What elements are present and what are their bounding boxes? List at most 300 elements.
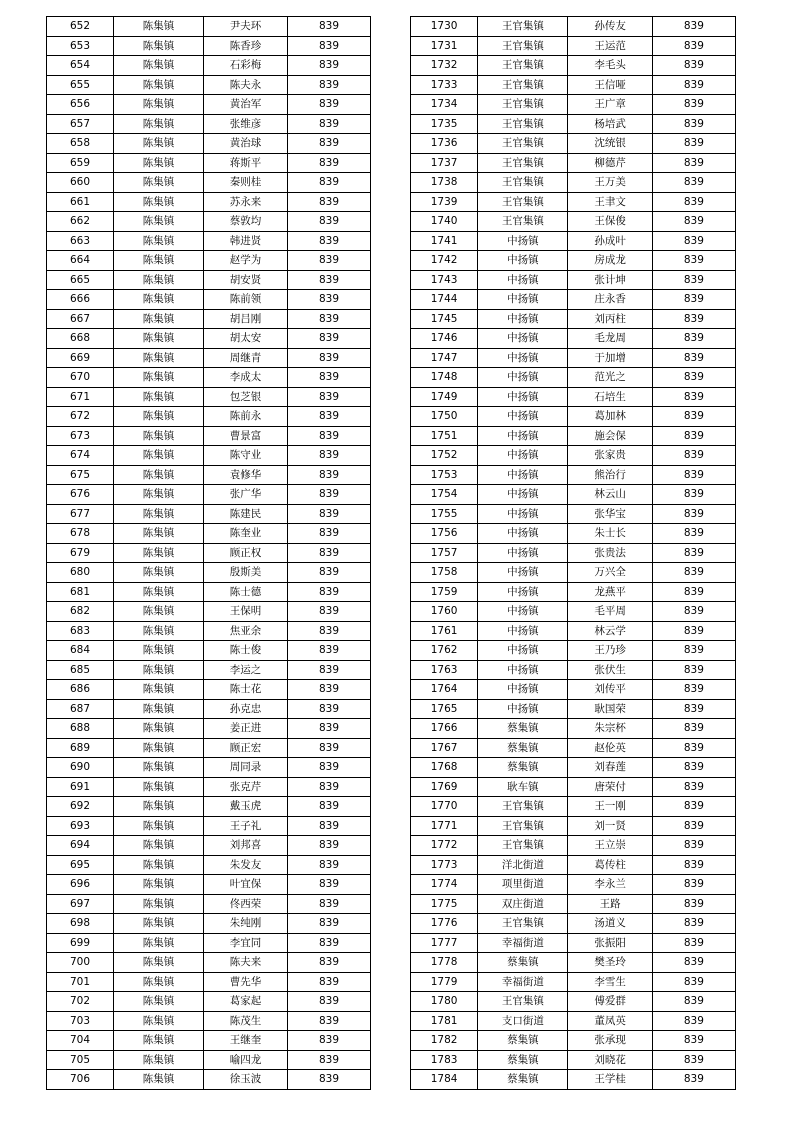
amount-cell: 839: [288, 621, 371, 641]
name-cell: 佟西荣: [204, 894, 288, 914]
amount-cell: 839: [288, 680, 371, 700]
amount-cell: 839: [652, 621, 735, 641]
amount-cell: 839: [288, 446, 371, 466]
row-number-cell: 1781: [411, 1011, 478, 1031]
row-number-cell: 1777: [411, 933, 478, 953]
name-cell: 蒋斯平: [204, 153, 288, 173]
town-cell: 王官集镇: [478, 914, 568, 934]
name-cell: 胡太安: [204, 329, 288, 349]
town-cell: 陈集镇: [114, 270, 204, 290]
amount-cell: 839: [652, 797, 735, 817]
amount-cell: 839: [288, 563, 371, 583]
row-number-cell: 1782: [411, 1031, 478, 1051]
name-cell: 朱宗杯: [568, 719, 652, 739]
name-cell: 孙成叶: [568, 231, 652, 251]
row-number-cell: 702: [47, 992, 114, 1012]
name-cell: 黄治球: [204, 134, 288, 154]
amount-cell: 839: [652, 348, 735, 368]
name-cell: 王一刚: [568, 797, 652, 817]
name-cell: 陈守业: [204, 446, 288, 466]
name-cell: 唐荣付: [568, 777, 652, 797]
amount-cell: 839: [652, 1050, 735, 1070]
table-row: [47, 134, 371, 154]
town-cell: 陈集镇: [114, 660, 204, 680]
town-cell: 中扬镇: [478, 290, 568, 310]
table-row: [411, 75, 736, 95]
row-number-cell: 704: [47, 1031, 114, 1051]
name-cell: 陈前永: [204, 407, 288, 427]
town-cell: 中扬镇: [478, 621, 568, 641]
row-number-cell: 667: [47, 309, 114, 329]
row-number-cell: 1745: [411, 309, 478, 329]
name-cell: 叶宜保: [204, 875, 288, 895]
town-cell: 蔡集镇: [478, 1070, 568, 1090]
row-number-cell: 1784: [411, 1070, 478, 1090]
amount-cell: 839: [652, 875, 735, 895]
town-cell: 陈集镇: [114, 836, 204, 856]
amount-cell: 839: [288, 777, 371, 797]
table-row: [411, 660, 736, 680]
name-cell: 柳德芹: [568, 153, 652, 173]
name-cell: 张振阳: [568, 933, 652, 953]
table-row: [411, 134, 736, 154]
town-cell: 陈集镇: [114, 914, 204, 934]
town-cell: 陈集镇: [114, 641, 204, 661]
row-number-cell: 705: [47, 1050, 114, 1070]
town-cell: 王官集镇: [478, 212, 568, 232]
table-row: [47, 348, 371, 368]
row-number-cell: 686: [47, 680, 114, 700]
row-number-cell: 688: [47, 719, 114, 739]
table-row: [411, 933, 736, 953]
name-cell: 杨培武: [568, 114, 652, 134]
amount-cell: 839: [288, 212, 371, 232]
table-row: [411, 719, 736, 739]
amount-cell: 839: [652, 192, 735, 212]
row-number-cell: 1776: [411, 914, 478, 934]
row-number-cell: 1780: [411, 992, 478, 1012]
amount-cell: 839: [288, 719, 371, 739]
town-cell: 陈集镇: [114, 134, 204, 154]
amount-cell: 839: [652, 1070, 735, 1090]
amount-cell: 839: [288, 75, 371, 95]
amount-cell: 839: [652, 309, 735, 329]
amount-cell: 839: [652, 446, 735, 466]
town-cell: 陈集镇: [114, 621, 204, 641]
name-cell: 陈奎业: [204, 524, 288, 544]
row-number-cell: 1771: [411, 816, 478, 836]
table-row: [411, 231, 736, 251]
table-row: [411, 680, 736, 700]
table-row: [411, 738, 736, 758]
town-cell: 蔡集镇: [478, 1050, 568, 1070]
row-number-cell: 653: [47, 36, 114, 56]
row-number-cell: 1741: [411, 231, 478, 251]
name-cell: 张家贵: [568, 446, 652, 466]
table-row: [411, 173, 736, 193]
table-row: [47, 738, 371, 758]
name-cell: 张计坤: [568, 270, 652, 290]
row-number-cell: 1762: [411, 641, 478, 661]
amount-cell: 839: [288, 543, 371, 563]
row-number-cell: 652: [47, 17, 114, 37]
town-cell: 中扬镇: [478, 407, 568, 427]
amount-cell: 839: [652, 56, 735, 76]
row-number-cell: 689: [47, 738, 114, 758]
name-cell: 王聿文: [568, 192, 652, 212]
row-number-cell: 1740: [411, 212, 478, 232]
table-row: [47, 309, 371, 329]
amount-cell: 839: [288, 1070, 371, 1090]
name-cell: 黄治军: [204, 95, 288, 115]
row-number-cell: 1773: [411, 855, 478, 875]
name-cell: 毛平周: [568, 602, 652, 622]
table-row: [47, 212, 371, 232]
amount-cell: 839: [288, 914, 371, 934]
town-cell: 陈集镇: [114, 855, 204, 875]
amount-cell: 839: [652, 504, 735, 524]
row-number-cell: 662: [47, 212, 114, 232]
town-cell: 王官集镇: [478, 17, 568, 37]
name-cell: 陈夫来: [204, 953, 288, 973]
table-row: [411, 36, 736, 56]
table-row: [411, 563, 736, 583]
amount-cell: 839: [652, 1011, 735, 1031]
amount-cell: 839: [288, 602, 371, 622]
town-cell: 中扬镇: [478, 309, 568, 329]
amount-cell: 839: [652, 368, 735, 388]
name-cell: 喻四龙: [204, 1050, 288, 1070]
town-cell: 陈集镇: [114, 524, 204, 544]
amount-cell: 839: [652, 953, 735, 973]
table-row: [47, 719, 371, 739]
row-number-cell: 1735: [411, 114, 478, 134]
row-number-cell: 676: [47, 485, 114, 505]
town-cell: 蔡集镇: [478, 758, 568, 778]
amount-cell: 839: [652, 894, 735, 914]
town-cell: 中扬镇: [478, 426, 568, 446]
row-number-cell: 677: [47, 504, 114, 524]
table-row: [47, 699, 371, 719]
row-number-cell: 675: [47, 465, 114, 485]
amount-cell: 839: [288, 426, 371, 446]
row-number-cell: 1766: [411, 719, 478, 739]
table-row: [411, 426, 736, 446]
table-row: [411, 212, 736, 232]
table-row: [47, 758, 371, 778]
name-cell: 林云学: [568, 621, 652, 641]
row-number-cell: 1737: [411, 153, 478, 173]
name-cell: 张广华: [204, 485, 288, 505]
table-row: [47, 114, 371, 134]
town-cell: 王官集镇: [478, 153, 568, 173]
row-number-cell: 1750: [411, 407, 478, 427]
table-row: [411, 953, 736, 973]
table-row: [411, 95, 736, 115]
town-cell: 陈集镇: [114, 173, 204, 193]
row-number-cell: 661: [47, 192, 114, 212]
table-row: [411, 582, 736, 602]
amount-cell: 839: [288, 855, 371, 875]
table-row: [411, 836, 736, 856]
amount-cell: 839: [652, 134, 735, 154]
table-row: [411, 153, 736, 173]
name-cell: 刘丙柱: [568, 309, 652, 329]
amount-cell: 839: [288, 270, 371, 290]
table-row: [411, 192, 736, 212]
amount-cell: 839: [652, 231, 735, 251]
row-number-cell: 690: [47, 758, 114, 778]
name-cell: 李永兰: [568, 875, 652, 895]
table-row: [47, 329, 371, 349]
row-number-cell: 694: [47, 836, 114, 856]
amount-cell: 839: [288, 699, 371, 719]
row-number-cell: 674: [47, 446, 114, 466]
name-cell: 尹夫环: [204, 17, 288, 37]
amount-cell: 839: [288, 894, 371, 914]
amount-cell: 839: [652, 465, 735, 485]
table-row: [411, 387, 736, 407]
name-cell: 陈香珍: [204, 36, 288, 56]
amount-cell: 839: [652, 36, 735, 56]
town-cell: 陈集镇: [114, 114, 204, 134]
table-row: [47, 972, 371, 992]
table-row: [47, 836, 371, 856]
row-number-cell: 1736: [411, 134, 478, 154]
row-number-cell: 680: [47, 563, 114, 583]
town-cell: 王官集镇: [478, 75, 568, 95]
table-row: [47, 543, 371, 563]
amount-cell: 839: [652, 485, 735, 505]
town-cell: 陈集镇: [114, 797, 204, 817]
name-cell: 刘晓花: [568, 1050, 652, 1070]
table-row: [411, 875, 736, 895]
row-number-cell: 1779: [411, 972, 478, 992]
name-cell: 张承现: [568, 1031, 652, 1051]
town-cell: 陈集镇: [114, 290, 204, 310]
amount-cell: 839: [288, 465, 371, 485]
row-number-cell: 658: [47, 134, 114, 154]
name-cell: 施会保: [568, 426, 652, 446]
town-cell: 王官集镇: [478, 134, 568, 154]
row-number-cell: 1769: [411, 777, 478, 797]
name-cell: 刘一贤: [568, 816, 652, 836]
name-cell: 李宜同: [204, 933, 288, 953]
town-cell: 中扬镇: [478, 563, 568, 583]
amount-cell: 839: [652, 641, 735, 661]
town-cell: 陈集镇: [114, 953, 204, 973]
table-row: [411, 290, 736, 310]
amount-cell: 839: [652, 407, 735, 427]
name-cell: 戴玉虎: [204, 797, 288, 817]
name-cell: 万兴全: [568, 563, 652, 583]
table-row: [411, 972, 736, 992]
name-cell: 王万美: [568, 173, 652, 193]
table-row: [47, 75, 371, 95]
town-cell: 王官集镇: [478, 836, 568, 856]
town-cell: 陈集镇: [114, 758, 204, 778]
name-cell: 葛家起: [204, 992, 288, 1012]
table-row: [411, 855, 736, 875]
row-number-cell: 1731: [411, 36, 478, 56]
row-number-cell: 1749: [411, 387, 478, 407]
town-cell: 王官集镇: [478, 36, 568, 56]
amount-cell: 839: [652, 563, 735, 583]
right-roster-body: [411, 17, 736, 1090]
amount-cell: 839: [652, 738, 735, 758]
row-number-cell: 670: [47, 368, 114, 388]
amount-cell: 839: [288, 114, 371, 134]
row-number-cell: 1738: [411, 173, 478, 193]
name-cell: 张华宝: [568, 504, 652, 524]
name-cell: 陈前领: [204, 290, 288, 310]
amount-cell: 839: [288, 485, 371, 505]
table-row: [47, 524, 371, 544]
name-cell: 曹先华: [204, 972, 288, 992]
amount-cell: 839: [288, 1011, 371, 1031]
name-cell: 张伏生: [568, 660, 652, 680]
town-cell: 陈集镇: [114, 738, 204, 758]
table-row: [47, 153, 371, 173]
name-cell: 王继奎: [204, 1031, 288, 1051]
row-number-cell: 1765: [411, 699, 478, 719]
table-row: [411, 894, 736, 914]
amount-cell: 839: [288, 992, 371, 1012]
amount-cell: 839: [288, 953, 371, 973]
table-row: [411, 368, 736, 388]
table-row: [47, 933, 371, 953]
table-row: [411, 309, 736, 329]
row-number-cell: 671: [47, 387, 114, 407]
row-number-cell: 687: [47, 699, 114, 719]
name-cell: 于加增: [568, 348, 652, 368]
row-number-cell: 1748: [411, 368, 478, 388]
amount-cell: 839: [288, 36, 371, 56]
row-number-cell: 1746: [411, 329, 478, 349]
table-row: [47, 290, 371, 310]
town-cell: 中扬镇: [478, 543, 568, 563]
table-row: [47, 504, 371, 524]
town-cell: 陈集镇: [114, 95, 204, 115]
row-number-cell: 679: [47, 543, 114, 563]
amount-cell: 839: [288, 407, 371, 427]
amount-cell: 839: [652, 719, 735, 739]
town-cell: 陈集镇: [114, 1050, 204, 1070]
name-cell: 朱发友: [204, 855, 288, 875]
amount-cell: 839: [288, 758, 371, 778]
name-cell: 韩进贤: [204, 231, 288, 251]
table-row: [47, 270, 371, 290]
row-number-cell: 655: [47, 75, 114, 95]
town-cell: 中扬镇: [478, 641, 568, 661]
name-cell: 耿国荣: [568, 699, 652, 719]
table-row: [47, 660, 371, 680]
table-row: [47, 173, 371, 193]
table-row: [47, 446, 371, 466]
town-cell: 王官集镇: [478, 56, 568, 76]
town-cell: 陈集镇: [114, 875, 204, 895]
table-row: [47, 251, 371, 271]
amount-cell: 839: [652, 1031, 735, 1051]
name-cell: 李毛头: [568, 56, 652, 76]
table-row: [47, 1070, 371, 1090]
row-number-cell: 1742: [411, 251, 478, 271]
town-cell: 蔡集镇: [478, 1031, 568, 1051]
table-row: [47, 192, 371, 212]
amount-cell: 839: [652, 699, 735, 719]
row-number-cell: 697: [47, 894, 114, 914]
town-cell: 中扬镇: [478, 504, 568, 524]
table-row: [47, 992, 371, 1012]
row-number-cell: 657: [47, 114, 114, 134]
name-cell: 龙燕平: [568, 582, 652, 602]
row-number-cell: 1775: [411, 894, 478, 914]
name-cell: 王子礼: [204, 816, 288, 836]
table-row: [411, 641, 736, 661]
amount-cell: 839: [652, 933, 735, 953]
name-cell: 李运之: [204, 660, 288, 680]
row-number-cell: 1772: [411, 836, 478, 856]
row-number-cell: 678: [47, 524, 114, 544]
right-roster-table: [410, 16, 736, 1090]
amount-cell: 839: [288, 524, 371, 544]
name-cell: 苏永来: [204, 192, 288, 212]
town-cell: 陈集镇: [114, 36, 204, 56]
town-cell: 幸福街道: [478, 933, 568, 953]
town-cell: 王官集镇: [478, 95, 568, 115]
amount-cell: 839: [288, 153, 371, 173]
town-cell: 陈集镇: [114, 153, 204, 173]
table-row: [47, 797, 371, 817]
table-row: [47, 56, 371, 76]
row-number-cell: 1747: [411, 348, 478, 368]
name-cell: 李成太: [204, 368, 288, 388]
row-number-cell: 659: [47, 153, 114, 173]
town-cell: 王官集镇: [478, 816, 568, 836]
town-cell: 支口街道: [478, 1011, 568, 1031]
name-cell: 袁修华: [204, 465, 288, 485]
name-cell: 张贵法: [568, 543, 652, 563]
table-row: [47, 426, 371, 446]
town-cell: 陈集镇: [114, 1031, 204, 1051]
row-number-cell: 700: [47, 953, 114, 973]
amount-cell: 839: [652, 855, 735, 875]
town-cell: 王官集镇: [478, 992, 568, 1012]
row-number-cell: 682: [47, 602, 114, 622]
table-row: [411, 602, 736, 622]
row-number-cell: 660: [47, 173, 114, 193]
town-cell: 王官集镇: [478, 173, 568, 193]
name-cell: 刘春莲: [568, 758, 652, 778]
name-cell: 王运范: [568, 36, 652, 56]
table-row: [411, 348, 736, 368]
amount-cell: 839: [652, 680, 735, 700]
name-cell: 王信哑: [568, 75, 652, 95]
row-number-cell: 666: [47, 290, 114, 310]
town-cell: 中扬镇: [478, 699, 568, 719]
table-row: [411, 504, 736, 524]
amount-cell: 839: [652, 95, 735, 115]
amount-cell: 839: [652, 426, 735, 446]
table-row: [411, 699, 736, 719]
town-cell: 中扬镇: [478, 387, 568, 407]
name-cell: 赵伦英: [568, 738, 652, 758]
row-number-cell: 1783: [411, 1050, 478, 1070]
amount-cell: 839: [652, 387, 735, 407]
name-cell: 王保俊: [568, 212, 652, 232]
row-number-cell: 698: [47, 914, 114, 934]
row-number-cell: 1761: [411, 621, 478, 641]
